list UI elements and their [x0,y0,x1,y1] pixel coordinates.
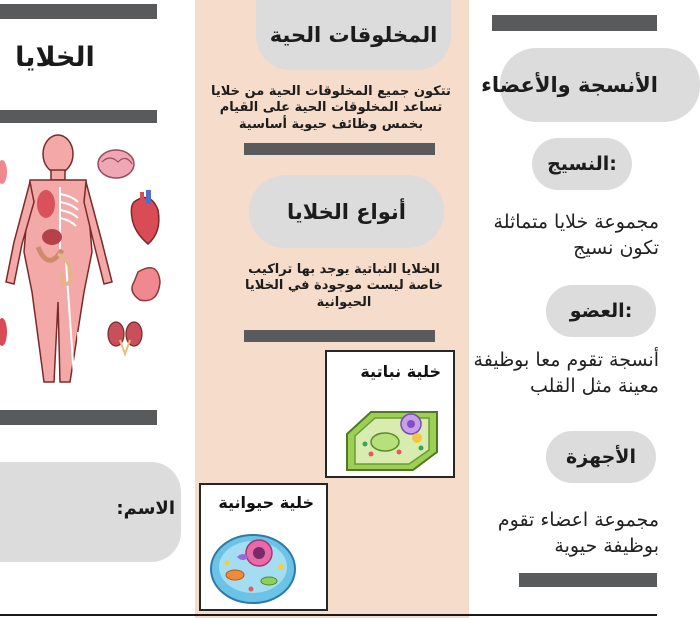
systems-definition [498,508,659,559]
brain-icon [98,150,134,178]
bottom-border [0,614,657,616]
divider-bar [519,573,657,587]
organ-label: العضو: [546,285,656,337]
divider-bar [0,4,157,19]
heart-icon [131,190,159,244]
right-panel [469,0,657,618]
animal-cell-label: خلية حيوانية [218,493,314,512]
body-figure [6,135,112,382]
tissue-label: النسيج: [532,138,632,190]
divider-bar [244,143,435,155]
heading-living-things: المخلوقات الحية [256,0,451,70]
name-field[interactable] [0,462,181,562]
stomach-icon [132,268,160,301]
text-line: خاصة ليست موجودة في الخلايا [244,278,444,294]
text-line: مجموعة خلايا متماثلة [493,211,659,233]
middle-panel [195,0,469,618]
name-label: الاسم: [116,498,175,519]
human-body-organs-illustration [0,132,180,397]
organ-definition [474,348,659,399]
text-line: معينة مثل القلب [529,374,659,397]
tissue-definition [494,210,659,261]
text-line: أنسجة تقوم معا بوظيفة [473,349,659,371]
text-line: تكون نسيج [573,236,659,259]
page-title: الخلايا [15,42,95,73]
systems-label: الأجهزة [546,431,656,483]
text-line: تتكون جميع المخلوقات الحية من خلايا [211,84,451,99]
heading-cell-types: أنواع الخلايا [249,175,444,248]
animal-cell-illustration [207,527,303,607]
text-line: الحيوانية [316,294,372,310]
text-line: بخمس وظائف حيوية أساسية [238,116,424,132]
organ-fragment [0,160,7,184]
living-things-text [203,84,459,133]
text-line: تساعد المخلوقات الحية على القيام [219,100,443,116]
heading-tissues-organs [481,48,700,122]
plant-cell-illustration [341,404,441,474]
left-panel [0,0,195,618]
divider-bar [0,110,157,123]
divider-bar [492,15,657,31]
text-line: الخلايا النباتية يوجد بها تراكيب [248,262,440,277]
heading-text: الأنسجة والأعضاء [481,73,658,97]
animal-cell-card [199,483,328,611]
cell-types-text [233,262,455,311]
plant-cell-label: خلية نباتية [360,362,441,381]
text-line: بوظيفة حيوية [554,534,659,557]
plant-cell-card [325,350,455,478]
organ-fragment [0,318,7,346]
kidneys-icon [108,322,142,354]
divider-bar [244,330,435,342]
divider-bar [0,410,157,425]
text-line: مجموعة اعضاء تقوم [497,509,659,531]
